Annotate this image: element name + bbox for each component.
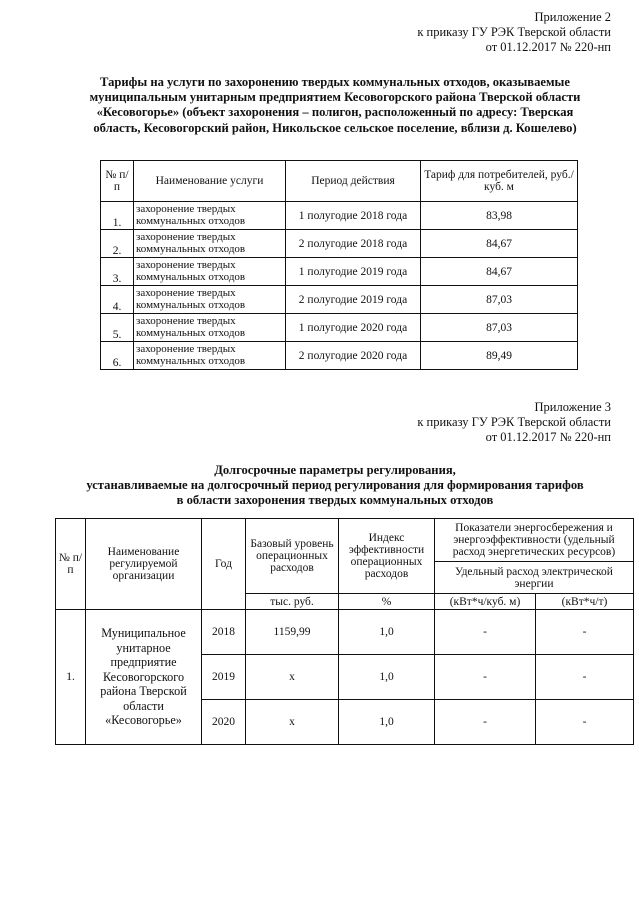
unit-e1: (кВт*ч/куб. м) <box>435 594 536 610</box>
header-energy-sub: Удельный расход электрической энергии <box>435 562 634 594</box>
annex2-line2: к приказу ГУ РЭК Тверской области <box>417 25 611 39</box>
row-num: 5. <box>101 314 134 342</box>
table-row <box>101 202 578 230</box>
row-e1: - <box>435 655 536 700</box>
row-index: 1,0 <box>339 700 435 745</box>
row-tariff: 84,67 <box>421 258 578 286</box>
header-year: Год <box>202 519 246 610</box>
table-row <box>101 342 578 370</box>
params-header-row-1 <box>56 519 634 562</box>
tariff-title-line4: область, Кесовогорский район, Никольское сельское поселение, вблизи д. Кошелево) <box>93 120 577 135</box>
row-num: 2. <box>101 230 134 258</box>
row-service: захоронение твердых коммунальных отходов <box>134 286 286 314</box>
table-row <box>101 286 578 314</box>
row-service: захоронение твердых коммунальных отходов <box>134 202 286 230</box>
row-index: 1,0 <box>339 655 435 700</box>
row-period: 1 полугодие 2018 года <box>286 202 421 230</box>
annex3-header <box>417 400 611 445</box>
params-title-line3: в области захоронения твердых коммунальных отходов <box>176 493 494 508</box>
table-row <box>101 258 578 286</box>
header-index: Индекс эффективности операционных расходов <box>339 519 435 594</box>
tariff-table <box>100 160 578 370</box>
row-service: захоронение твердых коммунальных отходов <box>134 342 286 370</box>
header-tariff: Тариф для потребителей, руб./куб. м <box>421 161 578 202</box>
table-row <box>101 230 578 258</box>
row-service: захоронение твердых коммунальных отходов <box>134 230 286 258</box>
row-e1: - <box>435 610 536 655</box>
row-base: 1159,99 <box>246 610 339 655</box>
tariff-title <box>30 75 639 136</box>
annex2-line3: от 01.12.2017 № 220-нп <box>485 40 611 54</box>
tariff-table-header <box>101 161 578 202</box>
header-num: № п/п <box>56 519 86 610</box>
row-num: 1. <box>101 202 134 230</box>
annex3-line3: от 01.12.2017 № 220-нп <box>485 430 611 444</box>
org-num: 1. <box>56 610 86 745</box>
row-num: 6. <box>101 342 134 370</box>
annex2-header <box>417 10 611 55</box>
row-period: 2 полугодие 2018 года <box>286 230 421 258</box>
row-e1: - <box>435 700 536 745</box>
tariff-title-line2: муниципальным унитарным предприятием Кесовогорского района Тверской области <box>89 90 581 105</box>
row-year: 2020 <box>202 700 246 745</box>
params-title-line2: устанавливаемые на долгосрочный период регулирования для формирования тарифов <box>86 478 584 493</box>
row-year: 2018 <box>202 610 246 655</box>
params-table <box>55 518 634 745</box>
annex3-line1: Приложение 3 <box>534 400 611 414</box>
row-service: захоронение твердых коммунальных отходов <box>134 314 286 342</box>
header-energy: Показатели энергосбережения и энергоэффективности (удельный расход энергетических ресурсов) <box>435 519 634 562</box>
header-base: Базовый уровень операционных расходов <box>246 519 339 594</box>
table-row <box>101 314 578 342</box>
header-service: Наименование услуги <box>134 161 286 202</box>
row-period: 2 полугодие 2020 года <box>286 342 421 370</box>
row-period: 2 полугодие 2019 года <box>286 286 421 314</box>
unit-e2: (кВт*ч/т) <box>536 594 634 610</box>
params-title-line1: Долгосрочные параметры регулирования, <box>214 463 456 477</box>
tariff-title-line3: «Кесовогорье» (объект захоронения – полигон, расположенный по адресу: Тверская <box>96 105 574 120</box>
header-num: № п/п <box>101 161 134 202</box>
row-num: 4. <box>101 286 134 314</box>
header-org: Наименование регулируемой организации <box>86 519 202 610</box>
header-period: Период действия <box>286 161 421 202</box>
row-base: x <box>246 655 339 700</box>
unit-base: тыс. руб. <box>246 594 339 610</box>
row-tariff: 87,03 <box>421 286 578 314</box>
row-period: 1 полугодие 2019 года <box>286 258 421 286</box>
row-e2: - <box>536 700 634 745</box>
annex3-line2: к приказу ГУ РЭК Тверской области <box>417 415 611 429</box>
row-tariff: 89,49 <box>421 342 578 370</box>
table-row <box>56 610 634 655</box>
org-name: Муниципальное унитарное предприятие Кесовогорского района Тверской области «Кесовогорье» <box>86 610 202 745</box>
annex2-line1: Приложение 2 <box>534 10 611 24</box>
row-year: 2019 <box>202 655 246 700</box>
row-period: 1 полугодие 2020 года <box>286 314 421 342</box>
params-title <box>30 463 639 509</box>
tariff-title-line1: Тарифы на услуги по захоронению твердых коммунальных отходов, оказываемые <box>100 75 570 89</box>
row-num: 3. <box>101 258 134 286</box>
row-tariff: 84,67 <box>421 230 578 258</box>
row-base: x <box>246 700 339 745</box>
row-tariff: 83,98 <box>421 202 578 230</box>
row-tariff: 87,03 <box>421 314 578 342</box>
unit-index: % <box>339 594 435 610</box>
row-service: захоронение твердых коммунальных отходов <box>134 258 286 286</box>
row-index: 1,0 <box>339 610 435 655</box>
row-e2: - <box>536 610 634 655</box>
row-e2: - <box>536 655 634 700</box>
